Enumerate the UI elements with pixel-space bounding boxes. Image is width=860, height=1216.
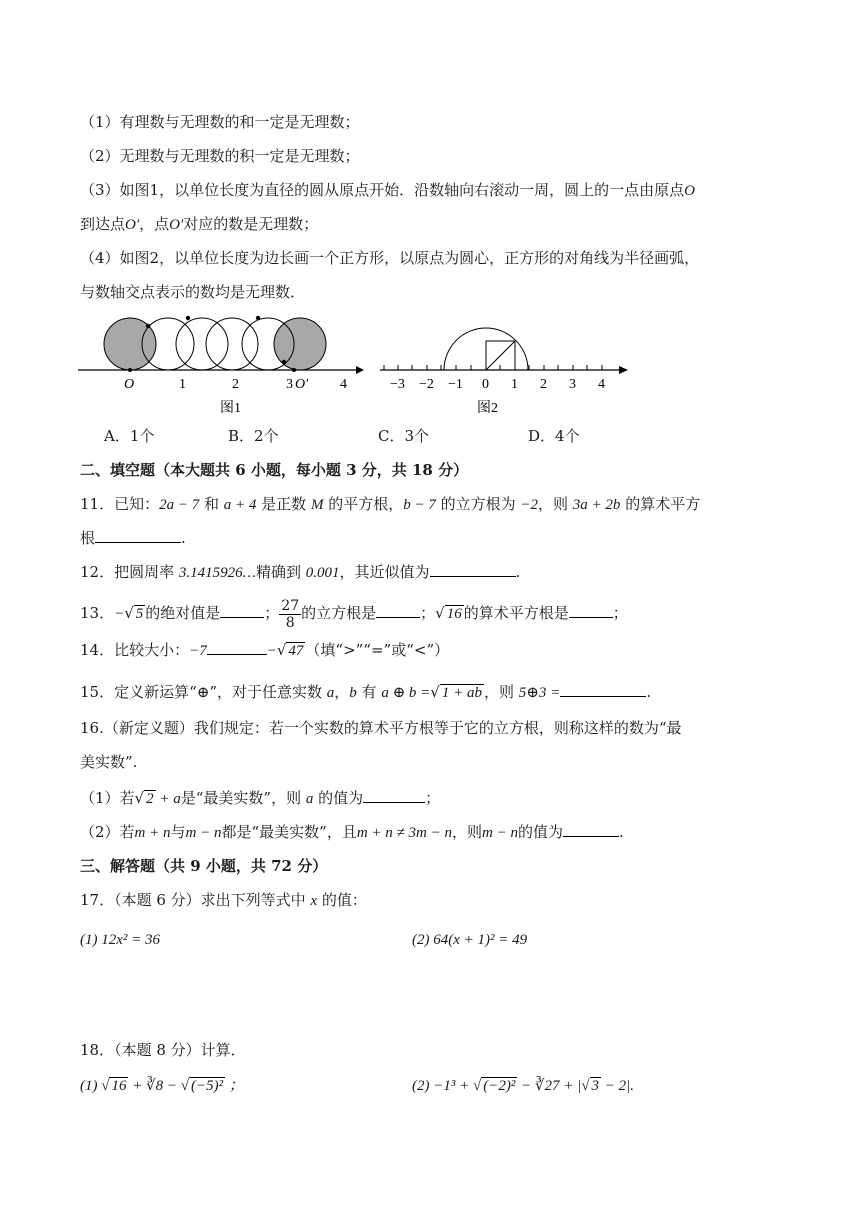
q13-text-2: ； xyxy=(264,604,280,622)
fig1-point-1 xyxy=(146,324,150,328)
q11-answer-blank[interactable] xyxy=(95,528,181,543)
q16-p1-end: ； xyxy=(425,789,441,807)
q17-part1: (1) 12x² = 36 xyxy=(80,932,161,948)
q11-text-3: 的平方根， xyxy=(323,495,404,513)
q16-p2-expr-3: m + n ≠ 3m − n xyxy=(356,825,452,841)
q15-radicand: 1 + ab xyxy=(441,685,482,701)
q17-title-var: x xyxy=(310,893,318,909)
fig1-origin-dot xyxy=(128,368,132,372)
q12-text-2: 精确到 xyxy=(255,563,306,581)
q16-line2: 美实数”. xyxy=(80,753,138,771)
q10-statement-3-line2 xyxy=(80,214,318,235)
q13-blank-3[interactable] xyxy=(569,603,613,618)
q13-text-1: 的绝对值是 xyxy=(145,604,221,622)
fig1-label-O: O xyxy=(124,377,135,392)
fig1-circle-3 xyxy=(176,318,228,370)
q16-p2-text-4: ，则 xyxy=(452,823,483,841)
q11-num: 11．已知： xyxy=(80,495,160,513)
q18-p2-suffix: − 2| xyxy=(601,1078,631,1094)
q14-sign: − xyxy=(266,643,277,659)
q16-part2 xyxy=(80,822,624,843)
q16-p2-text-3: 都是“最美实数”，且 xyxy=(221,823,357,841)
q18-p2-end: . xyxy=(630,1078,634,1094)
q11-text-6: 的算术平方 xyxy=(620,495,701,513)
q10-s3a-var: O xyxy=(684,183,695,199)
fig2-caption: 图2 xyxy=(477,401,498,416)
q11-expr-4: b − 7 xyxy=(403,497,436,513)
option-c: C．3个 xyxy=(378,427,430,445)
option-a: A．1个 xyxy=(104,427,155,445)
fig2-label-4: 4 xyxy=(598,377,605,392)
fig2-label-neg2: −2 xyxy=(419,377,434,392)
q10-s3b-text3: 对应的数是无理数； xyxy=(183,215,319,233)
q13-fraction-den: 8 xyxy=(285,614,295,631)
q18-part2: (2) −1³ + √ (−2)² − ∛27 + |√ 3 − 2|. xyxy=(412,1078,634,1094)
q12-expr-1: 3.1415926… xyxy=(178,565,256,581)
q16-p1-text-1: （1）若 xyxy=(80,789,135,807)
q13-blank-2[interactable] xyxy=(376,603,420,618)
q16-p2-expr-1: m + n xyxy=(134,825,171,841)
q18-p2-mid: − ∛27 + | xyxy=(517,1078,582,1094)
q14-expr-1: −7 xyxy=(189,643,207,659)
fig1-caption: 图1 xyxy=(220,401,241,416)
q16-p1-var: a xyxy=(305,791,314,807)
q18-p2-radicand-1: (−2)² xyxy=(483,1078,516,1094)
q10-s3b-var1: O′ xyxy=(125,217,140,233)
fig2-ticks xyxy=(384,365,602,370)
q18-p2-radicand-2: 3 xyxy=(591,1078,599,1094)
fig1-arrow xyxy=(356,366,364,374)
fig2-label-neg3: −3 xyxy=(390,377,405,392)
fig1-label-1: 1 xyxy=(179,377,186,392)
fig2-label-1: 1 xyxy=(511,377,518,392)
q18-p1-mid: + ∛8 − xyxy=(128,1078,181,1094)
section-3-title: 三、解答题（共 9 小题，共 72 分） xyxy=(80,857,328,875)
q17-title xyxy=(80,890,367,911)
q14-text-1: 14．比较大小： xyxy=(80,641,190,659)
q13-num: 13． xyxy=(80,604,115,622)
q15-text-1: 15．定义新运算“⊕”，对于任意实数 xyxy=(80,683,327,701)
q18-title: 18．（本题 8 分）计算． xyxy=(80,1041,246,1059)
q10-statement-1: （1）有理数与无理数的和一定是无理数； xyxy=(80,113,360,131)
q16-p1-expr: + a xyxy=(155,791,181,807)
q16-p1-answer-blank[interactable] xyxy=(363,788,425,803)
q15-expr-1: a ⊕ b = xyxy=(381,685,431,701)
q15-var-a: a xyxy=(326,685,335,701)
q11-line2-text: 根 xyxy=(80,529,96,547)
q13-text-6: ； xyxy=(612,604,628,622)
q14-line: 14．比较大小：−7 −√ 47 （填“>”“=”或“<”） xyxy=(80,641,450,659)
fig2-label-3: 3 xyxy=(569,377,576,392)
q16-p2-text-1: （2）若 xyxy=(80,823,135,841)
q11-text-2: 是正数 xyxy=(256,495,311,513)
q16-p2-text-5: 的值为 xyxy=(517,823,563,841)
q16-p2-end: . xyxy=(619,823,624,841)
q17-title-text-1: 17．（本题 6 分）求出下列等式中 xyxy=(80,891,311,909)
q15-answer-blank[interactable] xyxy=(560,682,646,697)
q15-text-4: ，则 xyxy=(483,683,519,701)
fig1-label-Oprime: O′ xyxy=(295,377,309,392)
option-b: B．2个 xyxy=(228,427,279,445)
q13-text-5: 的算术平方根是 xyxy=(463,604,569,622)
q12-text-1: 12．把圆周率 xyxy=(80,563,179,581)
q12-expr-2: 0.001 xyxy=(305,565,340,581)
fig1-end-dot xyxy=(292,368,296,372)
fig1-circle-4 xyxy=(206,318,258,370)
fig1-circle-end xyxy=(274,318,326,370)
q16-line1: 16.（新定义题）我们规定：若一个实数的算术平方根等于它的立方根，则称这样的数为“最 xyxy=(80,719,682,737)
q15-end: . xyxy=(646,683,651,701)
fig2-label-0: 0 xyxy=(482,377,489,392)
q16-p2-answer-blank[interactable] xyxy=(563,822,619,837)
fig1-point-3 xyxy=(256,316,260,320)
q14-text-2: （填“>”“=”或“<”） xyxy=(305,641,450,659)
fig1-point-2 xyxy=(186,316,190,320)
q15-line: 15．定义新运算“⊕”，对于任意实数 a，b 有 a ⊕ b =√ 1 + ab ，则 5⊕3 = . xyxy=(80,683,651,701)
q13-fraction-num: 27 xyxy=(281,597,300,614)
q16-p1-radicand: 2 xyxy=(146,791,154,807)
q16-p1-text-2: 是“最美实数”，则 xyxy=(180,789,306,807)
q18-p1-radicand-2: (−5)² xyxy=(191,1078,224,1094)
q11-expr-2: a + 4 xyxy=(223,497,257,513)
q15-text-3: 有 xyxy=(356,683,382,701)
q10-s3b-text2: ，点 xyxy=(139,215,170,233)
q10-statement-4-line1: （4）如图2，以单位长度为边长画一个正方形，以原点为圆心，正方形的对角线为半径画弧， xyxy=(80,249,700,267)
q10-s3b-var2: O′ xyxy=(169,217,184,233)
q13-text-3: 的立方根是 xyxy=(301,604,377,622)
q10-statement-3-line1 xyxy=(80,180,695,201)
q16-p1-text-3: 的值为 xyxy=(313,789,364,807)
q13-sign: − xyxy=(114,606,125,622)
fig1-label-2: 2 xyxy=(232,377,239,392)
option-d: D．4个 xyxy=(528,427,580,445)
q12-answer-blank[interactable] xyxy=(430,562,516,577)
q11-expr-1: 2a − 7 xyxy=(159,497,200,513)
q15-var-b: b xyxy=(349,685,357,701)
q10-s3b-text1: 到达点 xyxy=(80,215,126,233)
q13-fraction xyxy=(279,598,301,631)
q18-part1: (1) √ 16 + ∛8 − √ (−5)² ； xyxy=(80,1078,244,1094)
q14-radicand: 47 xyxy=(288,643,304,659)
q18-p1-end: ； xyxy=(225,1078,244,1094)
q14-answer-blank[interactable] xyxy=(207,640,267,655)
q10-statement-2: （2）无理数与无理数的积一定是无理数； xyxy=(80,147,360,165)
q13-radicand-3: 16 xyxy=(446,606,462,622)
q11-line2: 根 . xyxy=(80,529,186,547)
q15-expr-2: 5⊕3 = xyxy=(518,685,561,701)
fig2-label-2: 2 xyxy=(540,377,547,392)
q15-text-2: ， xyxy=(334,683,350,701)
q13-blank-1[interactable] xyxy=(220,603,264,618)
q12-end: . xyxy=(515,563,521,581)
q11-text-5: ，则 xyxy=(538,495,573,513)
q17-part2: (2) 64(x + 1)² = 49 xyxy=(412,932,528,948)
q16-p2-text-2: 与 xyxy=(170,823,186,841)
q16-p2-expr-4: m − n xyxy=(482,825,518,841)
q12-text-3: ，其近似值为 xyxy=(339,563,430,581)
q13-line: 13．−√ 5 的绝对值是 ； $\frac{27}{8}$ 的立方根是 ；√ 16 的算术平方根是 ； xyxy=(80,597,628,631)
q18-p2-prefix: (2) −1³ + xyxy=(412,1078,473,1094)
q11-text-4: 的立方根为 xyxy=(435,495,521,513)
q11-line1 xyxy=(80,494,700,515)
q13-radicand-1: 5 xyxy=(135,606,144,622)
q16-p2-expr-2: m − n xyxy=(185,825,222,841)
fig1-point-4 xyxy=(282,360,286,364)
figure-2 xyxy=(376,308,636,418)
q11-expr-5: −2 xyxy=(520,497,539,513)
q10-s3a-text: （3）如图1，以单位长度为直径的圆从原点开始．沿数轴向右滚动一周，圆上的一点由原点 xyxy=(80,181,685,199)
fig2-label-neg1: −1 xyxy=(448,377,463,392)
fig1-label-3: 3 xyxy=(286,377,293,392)
q16-part1: （1）若√ 2 + a是“最美实数”，则 a 的值为 ； xyxy=(80,789,441,807)
fig1-label-4: 4 xyxy=(340,377,347,392)
section-2-title: 二、填空题（本大题共 6 小题，每小题 3 分，共 18 分） xyxy=(80,461,469,479)
q18-p1-radicand-1: 16 xyxy=(111,1078,127,1094)
q18-p1-prefix: (1) xyxy=(80,1078,102,1094)
q10-statement-4-line2: 与数轴交点表示的数均是无理数． xyxy=(80,283,306,301)
q17-title-text-2: 的值： xyxy=(317,891,367,909)
q11-expr-6: 3a + 2b xyxy=(572,497,621,513)
fig2-arrow xyxy=(619,366,628,374)
figure-1 xyxy=(72,308,372,418)
q12-line xyxy=(80,562,520,583)
q13-text-4: ； xyxy=(420,604,436,622)
q11-text-1: 和 xyxy=(199,495,224,513)
q11-expr-3: M xyxy=(310,497,324,513)
